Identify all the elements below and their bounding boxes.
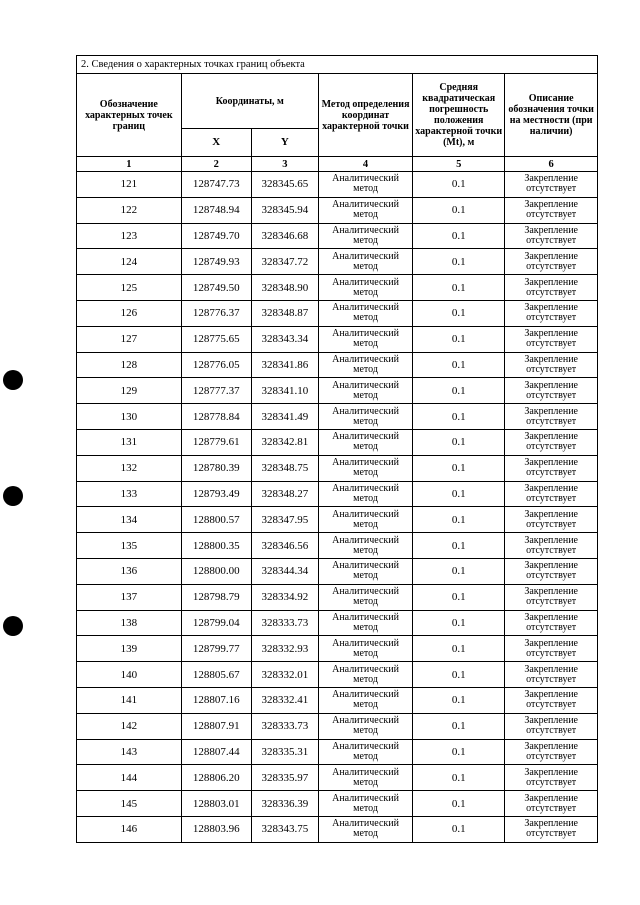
y-coordinate-cell: 328347.95 (251, 507, 318, 533)
table-row (77, 249, 597, 275)
x-coordinate-cell: 128799.04 (181, 610, 251, 636)
method-cell: Аналитический метод (318, 429, 412, 455)
accuracy-cell: 0.1 (413, 816, 505, 841)
y-coordinate-cell: 328332.41 (251, 687, 318, 713)
x-coordinate-cell: 128747.73 (181, 172, 251, 198)
point-number-cell: 135 (77, 533, 181, 559)
table-row (77, 765, 597, 791)
description-cell: Закрепление отсутствует (505, 223, 597, 249)
column-number: 3 (251, 157, 318, 172)
accuracy-cell: 0.1 (413, 429, 505, 455)
y-coordinate-cell: 328346.56 (251, 533, 318, 559)
y-coordinate-cell: 328333.73 (251, 713, 318, 739)
description-cell: Закрепление отсутствует (505, 713, 597, 739)
point-number-cell: 140 (77, 662, 181, 688)
y-coordinate-cell: 328346.68 (251, 223, 318, 249)
table-row (77, 300, 597, 326)
description-cell: Закрепление отсутствует (505, 275, 597, 301)
y-coordinate-cell: 328345.94 (251, 197, 318, 223)
table-row (77, 275, 597, 301)
point-number-cell: 145 (77, 791, 181, 817)
x-coordinate-cell: 128749.50 (181, 275, 251, 301)
table-body (77, 172, 597, 842)
point-number-cell: 137 (77, 584, 181, 610)
point-number-cell: 126 (77, 300, 181, 326)
y-coordinate-cell: 328334.92 (251, 584, 318, 610)
header-method: Метод определения координат характерной точки (318, 74, 412, 157)
method-cell: Аналитический метод (318, 481, 412, 507)
method-cell: Аналитический метод (318, 636, 412, 662)
x-coordinate-cell: 128807.91 (181, 713, 251, 739)
table-row (77, 662, 597, 688)
point-number-cell: 133 (77, 481, 181, 507)
header-accuracy: Средняя квадратическая погрешность положения характерной точки (Mt), м (413, 74, 505, 157)
accuracy-cell: 0.1 (413, 584, 505, 610)
method-cell: Аналитический метод (318, 300, 412, 326)
method-cell: Аналитический метод (318, 275, 412, 301)
accuracy-cell: 0.1 (413, 249, 505, 275)
y-coordinate-cell: 328348.87 (251, 300, 318, 326)
table-row (77, 326, 597, 352)
point-number-cell: 142 (77, 713, 181, 739)
column-number: 5 (413, 157, 505, 172)
y-coordinate-cell: 328341.49 (251, 404, 318, 430)
y-coordinate-cell: 328341.10 (251, 378, 318, 404)
boundary-points-section (76, 55, 598, 843)
description-cell: Закрепление отсутствует (505, 404, 597, 430)
method-cell: Аналитический метод (318, 687, 412, 713)
method-cell: Аналитический метод (318, 765, 412, 791)
description-cell: Закрепление отсутствует (505, 610, 597, 636)
method-cell: Аналитический метод (318, 352, 412, 378)
accuracy-cell: 0.1 (413, 610, 505, 636)
x-coordinate-cell: 128803.01 (181, 791, 251, 817)
table-row (77, 352, 597, 378)
method-cell: Аналитический метод (318, 404, 412, 430)
point-number-cell: 128 (77, 352, 181, 378)
accuracy-cell: 0.1 (413, 507, 505, 533)
x-coordinate-cell: 128805.67 (181, 662, 251, 688)
accuracy-cell: 0.1 (413, 223, 505, 249)
x-coordinate-cell: 128749.70 (181, 223, 251, 249)
boundary-points-table (77, 74, 597, 842)
method-cell: Аналитический метод (318, 558, 412, 584)
point-number-cell: 144 (77, 765, 181, 791)
accuracy-cell: 0.1 (413, 326, 505, 352)
table-row (77, 687, 597, 713)
x-coordinate-cell: 128749.93 (181, 249, 251, 275)
point-number-cell: 139 (77, 636, 181, 662)
point-number-cell: 122 (77, 197, 181, 223)
table-row (77, 739, 597, 765)
y-coordinate-cell: 328343.75 (251, 816, 318, 841)
point-number-cell: 125 (77, 275, 181, 301)
accuracy-cell: 0.1 (413, 455, 505, 481)
accuracy-cell: 0.1 (413, 533, 505, 559)
punch-hole (3, 486, 23, 506)
point-number-cell: 146 (77, 816, 181, 841)
column-number: 1 (77, 157, 181, 172)
header-y: Y (251, 129, 318, 157)
description-cell: Закрепление отсутствует (505, 481, 597, 507)
description-cell: Закрепление отсутствует (505, 533, 597, 559)
point-number-cell: 143 (77, 739, 181, 765)
accuracy-cell: 0.1 (413, 352, 505, 378)
description-cell: Закрепление отсутствует (505, 558, 597, 584)
header-description: Описание обозначения точки на местности (при наличии) (505, 74, 597, 157)
x-coordinate-cell: 128803.96 (181, 816, 251, 841)
method-cell: Аналитический метод (318, 791, 412, 817)
table-row (77, 481, 597, 507)
method-cell: Аналитический метод (318, 326, 412, 352)
y-coordinate-cell: 328348.90 (251, 275, 318, 301)
table-row (77, 378, 597, 404)
y-coordinate-cell: 328336.39 (251, 791, 318, 817)
x-coordinate-cell: 128778.84 (181, 404, 251, 430)
table-row (77, 455, 597, 481)
table-row (77, 533, 597, 559)
description-cell: Закрепление отсутствует (505, 636, 597, 662)
method-cell: Аналитический метод (318, 584, 412, 610)
description-cell: Закрепление отсутствует (505, 662, 597, 688)
table-row (77, 429, 597, 455)
header-coordinates: Координаты, м (181, 74, 318, 129)
accuracy-cell: 0.1 (413, 662, 505, 688)
table-row (77, 816, 597, 841)
accuracy-cell: 0.1 (413, 378, 505, 404)
method-cell: Аналитический метод (318, 507, 412, 533)
x-coordinate-cell: 128777.37 (181, 378, 251, 404)
point-number-cell: 129 (77, 378, 181, 404)
column-number: 6 (505, 157, 597, 172)
x-coordinate-cell: 128800.57 (181, 507, 251, 533)
section-title: 2. Сведения о характерных точках границ объекта (77, 56, 597, 74)
y-coordinate-cell: 328333.73 (251, 610, 318, 636)
x-coordinate-cell: 128798.79 (181, 584, 251, 610)
x-coordinate-cell: 128793.49 (181, 481, 251, 507)
header-point-name: Обозначение характерных точек границ (77, 74, 181, 157)
description-cell: Закрепление отсутствует (505, 300, 597, 326)
x-coordinate-cell: 128806.20 (181, 765, 251, 791)
description-cell: Закрепление отсутствует (505, 429, 597, 455)
x-coordinate-cell: 128780.39 (181, 455, 251, 481)
x-coordinate-cell: 128748.94 (181, 197, 251, 223)
method-cell: Аналитический метод (318, 223, 412, 249)
punch-hole (3, 370, 23, 390)
y-coordinate-cell: 328345.65 (251, 172, 318, 198)
method-cell: Аналитический метод (318, 739, 412, 765)
accuracy-cell: 0.1 (413, 481, 505, 507)
y-coordinate-cell: 328332.01 (251, 662, 318, 688)
description-cell: Закрепление отсутствует (505, 172, 597, 198)
x-coordinate-cell: 128807.44 (181, 739, 251, 765)
point-number-cell: 124 (77, 249, 181, 275)
header-x: X (181, 129, 251, 157)
method-cell: Аналитический метод (318, 533, 412, 559)
table-row (77, 558, 597, 584)
y-coordinate-cell: 328347.72 (251, 249, 318, 275)
description-cell: Закрепление отсутствует (505, 687, 597, 713)
point-number-cell: 136 (77, 558, 181, 584)
accuracy-cell: 0.1 (413, 197, 505, 223)
punch-hole (3, 616, 23, 636)
table-row (77, 713, 597, 739)
accuracy-cell: 0.1 (413, 300, 505, 326)
column-number: 4 (318, 157, 412, 172)
description-cell: Закрепление отсутствует (505, 352, 597, 378)
point-number-cell: 134 (77, 507, 181, 533)
table-row (77, 223, 597, 249)
table-row (77, 197, 597, 223)
table-row (77, 610, 597, 636)
method-cell: Аналитический метод (318, 816, 412, 841)
description-cell: Закрепление отсутствует (505, 378, 597, 404)
method-cell: Аналитический метод (318, 172, 412, 198)
accuracy-cell: 0.1 (413, 713, 505, 739)
method-cell: Аналитический метод (318, 197, 412, 223)
method-cell: Аналитический метод (318, 455, 412, 481)
column-number: 2 (181, 157, 251, 172)
point-number-cell: 121 (77, 172, 181, 198)
point-number-cell: 123 (77, 223, 181, 249)
x-coordinate-cell: 128799.77 (181, 636, 251, 662)
description-cell: Закрепление отсутствует (505, 816, 597, 841)
y-coordinate-cell: 328344.34 (251, 558, 318, 584)
y-coordinate-cell: 328343.34 (251, 326, 318, 352)
table-row (77, 507, 597, 533)
accuracy-cell: 0.1 (413, 636, 505, 662)
method-cell: Аналитический метод (318, 662, 412, 688)
y-coordinate-cell: 328335.97 (251, 765, 318, 791)
y-coordinate-cell: 328348.75 (251, 455, 318, 481)
accuracy-cell: 0.1 (413, 404, 505, 430)
accuracy-cell: 0.1 (413, 172, 505, 198)
y-coordinate-cell: 328341.86 (251, 352, 318, 378)
description-cell: Закрепление отсутствует (505, 249, 597, 275)
point-number-cell: 131 (77, 429, 181, 455)
description-cell: Закрепление отсутствует (505, 455, 597, 481)
accuracy-cell: 0.1 (413, 687, 505, 713)
accuracy-cell: 0.1 (413, 739, 505, 765)
x-coordinate-cell: 128807.16 (181, 687, 251, 713)
point-number-cell: 127 (77, 326, 181, 352)
accuracy-cell: 0.1 (413, 791, 505, 817)
x-coordinate-cell: 128800.00 (181, 558, 251, 584)
description-cell: Закрепление отсутствует (505, 197, 597, 223)
table-row (77, 404, 597, 430)
table-row (77, 584, 597, 610)
x-coordinate-cell: 128776.05 (181, 352, 251, 378)
method-cell: Аналитический метод (318, 713, 412, 739)
x-coordinate-cell: 128776.37 (181, 300, 251, 326)
table-row (77, 172, 597, 198)
y-coordinate-cell: 328342.81 (251, 429, 318, 455)
x-coordinate-cell: 128775.65 (181, 326, 251, 352)
description-cell: Закрепление отсутствует (505, 326, 597, 352)
table-row (77, 791, 597, 817)
method-cell: Аналитический метод (318, 378, 412, 404)
y-coordinate-cell: 328335.31 (251, 739, 318, 765)
point-number-cell: 138 (77, 610, 181, 636)
x-coordinate-cell: 128800.35 (181, 533, 251, 559)
description-cell: Закрепление отсутствует (505, 584, 597, 610)
accuracy-cell: 0.1 (413, 275, 505, 301)
y-coordinate-cell: 328332.93 (251, 636, 318, 662)
table-row (77, 636, 597, 662)
description-cell: Закрепление отсутствует (505, 791, 597, 817)
description-cell: Закрепление отсутствует (505, 507, 597, 533)
y-coordinate-cell: 328348.27 (251, 481, 318, 507)
point-number-cell: 130 (77, 404, 181, 430)
accuracy-cell: 0.1 (413, 765, 505, 791)
accuracy-cell: 0.1 (413, 558, 505, 584)
method-cell: Аналитический метод (318, 610, 412, 636)
description-cell: Закрепление отсутствует (505, 765, 597, 791)
point-number-cell: 132 (77, 455, 181, 481)
method-cell: Аналитический метод (318, 249, 412, 275)
description-cell: Закрепление отсутствует (505, 739, 597, 765)
point-number-cell: 141 (77, 687, 181, 713)
x-coordinate-cell: 128779.61 (181, 429, 251, 455)
